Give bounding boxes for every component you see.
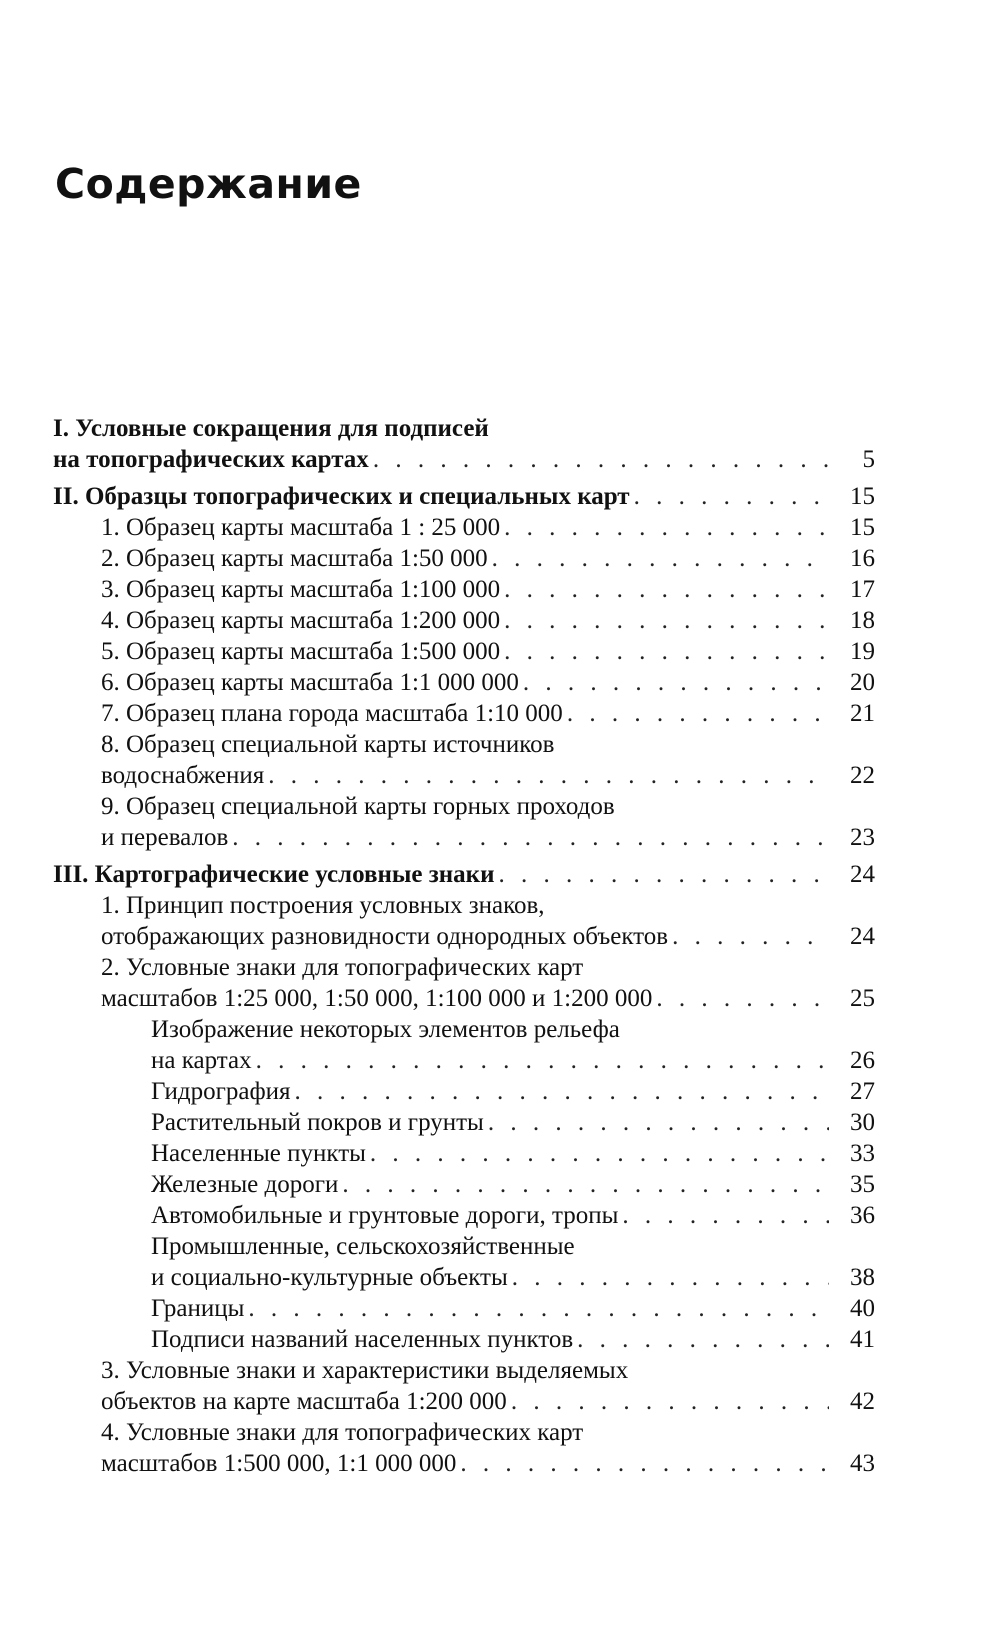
toc-entry-title-line: Растительный покров и грунты xyxy=(151,1109,484,1136)
dot-leader xyxy=(252,1045,829,1076)
dot-leader xyxy=(369,444,829,475)
toc-page-number: 42 xyxy=(850,1388,875,1415)
toc-entry[interactable] xyxy=(53,1107,875,1138)
toc-entry-last-line xyxy=(151,1262,875,1293)
toc-entry[interactable] xyxy=(53,605,875,636)
toc-entry-title-line: Железные дороги xyxy=(151,1171,339,1198)
toc-entry-last-line xyxy=(101,1386,875,1417)
toc-entry[interactable] xyxy=(53,543,875,574)
toc-page-number: 41 xyxy=(850,1326,875,1353)
toc-entry-last-line xyxy=(101,512,875,543)
toc-entry-last-line xyxy=(53,444,875,475)
toc-page-number: 24 xyxy=(850,923,875,950)
toc-entry-title-line: Границы xyxy=(151,1295,245,1322)
toc-part-entry[interactable] xyxy=(53,413,875,475)
toc-entry-last-line xyxy=(151,1045,875,1076)
toc-page-number: 27 xyxy=(850,1078,875,1105)
dot-leader xyxy=(264,760,829,791)
toc-entry-last-line xyxy=(53,481,875,512)
toc-entry-title-line: и перевалов xyxy=(101,824,229,851)
toc-entry[interactable] xyxy=(53,1324,875,1355)
table-of-contents xyxy=(53,413,875,1479)
dot-leader xyxy=(338,1169,829,1200)
dot-leader xyxy=(508,1262,829,1293)
toc-entry-title-line: Населенные пункты xyxy=(151,1140,366,1167)
toc-entry[interactable] xyxy=(53,1417,875,1479)
toc-entry-title-line: 7. Образец плана города масштаба 1:10 000 xyxy=(101,700,563,727)
toc-page-number: 43 xyxy=(850,1450,875,1477)
toc-page-number: 18 xyxy=(850,607,875,634)
toc-entry-last-line xyxy=(101,636,875,667)
toc-entry-title-line: объектов на карте масштаба 1:200 000 xyxy=(101,1388,507,1415)
dot-leader xyxy=(366,1138,829,1169)
toc-page-number: 24 xyxy=(850,861,875,888)
dot-leader xyxy=(668,921,829,952)
toc-page-number: 26 xyxy=(850,1047,875,1074)
toc-entry-last-line xyxy=(151,1076,875,1107)
toc-entry[interactable] xyxy=(53,1138,875,1169)
toc-entry[interactable] xyxy=(53,1014,875,1076)
toc-entry[interactable] xyxy=(53,1200,875,1231)
toc-entry-title-line: 9. Образец специальной карты горных проходов xyxy=(101,793,615,820)
dot-leader xyxy=(563,698,829,729)
dot-leader xyxy=(456,1448,829,1479)
toc-entry[interactable] xyxy=(53,1231,875,1293)
toc-page-number: 35 xyxy=(850,1171,875,1198)
toc-entry-title-line: 2. Образец карты масштаба 1:50 000 xyxy=(101,545,488,572)
toc-entry-last-line xyxy=(151,1324,875,1355)
toc-entry-title-line: на картах xyxy=(151,1047,252,1074)
toc-entry-last-line xyxy=(101,605,875,636)
toc-entry-last-line xyxy=(101,667,875,698)
toc-entry-last-line xyxy=(101,760,875,791)
toc-entry-last-line xyxy=(151,1293,875,1324)
toc-entry-last-line xyxy=(151,1200,875,1231)
toc-entry-title-line: 1. Образец карты масштаба 1 : 25 000 xyxy=(101,514,501,541)
dot-leader xyxy=(630,481,829,512)
toc-entry-title-line: на топографических картах xyxy=(53,446,369,473)
toc-page-number: 36 xyxy=(850,1202,875,1229)
dot-leader xyxy=(244,1293,829,1324)
toc-page-number: 20 xyxy=(850,669,875,696)
toc-entry-last-line xyxy=(101,543,875,574)
dot-leader xyxy=(519,667,829,698)
toc-entry-title-line: 4. Условные знаки для топографических карт xyxy=(101,1419,584,1446)
dot-leader xyxy=(484,1107,829,1138)
toc-page-number: 15 xyxy=(850,483,875,510)
toc-entry-last-line xyxy=(151,1138,875,1169)
toc-entry[interactable] xyxy=(53,890,875,952)
dot-leader xyxy=(652,983,829,1014)
toc-entry-title-line: 5. Образец карты масштаба 1:500 000 xyxy=(101,638,501,665)
toc-entry-title-line: 6. Образец карты масштаба 1:1 000 000 xyxy=(101,669,519,696)
toc-entry-last-line xyxy=(101,921,875,952)
toc-entry-title-line: Промышленные, сельскохозяйственные xyxy=(151,1233,575,1260)
toc-entry-last-line xyxy=(101,1448,875,1479)
dot-leader xyxy=(488,543,829,574)
toc-entry[interactable] xyxy=(53,1169,875,1200)
page-title: Содержание xyxy=(55,160,362,208)
toc-entry[interactable] xyxy=(53,791,875,853)
toc-entry-title-line: отображающих разновидности однородных объектов xyxy=(101,923,669,950)
toc-entry-last-line xyxy=(101,822,875,853)
toc-part-entry[interactable] xyxy=(53,481,875,512)
toc-page-number: 16 xyxy=(850,545,875,572)
toc-entry-last-line xyxy=(101,698,875,729)
dot-leader xyxy=(500,512,829,543)
toc-entry-title-line: 4. Образец карты масштаба 1:200 000 xyxy=(101,607,501,634)
toc-page-number: 25 xyxy=(850,985,875,1012)
toc-entry[interactable] xyxy=(53,952,875,1014)
toc-entry-title-line: 8. Образец специальной карты источников xyxy=(101,731,555,758)
toc-entry-last-line xyxy=(53,859,875,890)
toc-page-number: 23 xyxy=(850,824,875,851)
toc-entry[interactable] xyxy=(53,1293,875,1324)
toc-entry-title-line: масштабов 1:25 000, 1:50 000, 1:100 000 и 1:200 000 xyxy=(101,985,653,1012)
toc-page-number: 21 xyxy=(850,700,875,727)
toc-entry-last-line xyxy=(101,574,875,605)
toc-page-number: 5 xyxy=(862,446,875,473)
toc-entry-last-line xyxy=(101,983,875,1014)
toc-page-number: 17 xyxy=(850,576,875,603)
toc-entry-title-line: Изображение некоторых элементов рельефа xyxy=(151,1016,620,1043)
dot-leader xyxy=(228,822,829,853)
toc-entry-title-line: II. Образцы топографических и специальных карт xyxy=(53,483,630,510)
dot-leader xyxy=(500,574,829,605)
toc-entry-title-line: I. Условные сокращения для подписей xyxy=(53,415,489,442)
toc-entry[interactable] xyxy=(53,1355,875,1417)
toc-page-number: 40 xyxy=(850,1295,875,1322)
toc-page-number: 22 xyxy=(850,762,875,789)
dot-leader xyxy=(573,1324,829,1355)
toc-part-entry[interactable] xyxy=(53,859,875,890)
toc-page-number: 15 xyxy=(850,514,875,541)
toc-entry[interactable] xyxy=(53,667,875,698)
toc-page-number: 30 xyxy=(850,1109,875,1136)
dot-leader xyxy=(291,1076,829,1107)
toc-entry-title-line: 3. Условные знаки и характеристики выделяемых xyxy=(101,1357,629,1384)
dot-leader xyxy=(618,1200,829,1231)
toc-entry[interactable] xyxy=(53,512,875,543)
toc-entry-title-line: III. Картографические условные знаки xyxy=(53,861,495,888)
toc-entry[interactable] xyxy=(53,1076,875,1107)
toc-page-number: 38 xyxy=(850,1264,875,1291)
toc-entry-title-line: 1. Принцип построения условных знаков, xyxy=(101,892,545,919)
toc-entry-title-line: Подписи названий населенных пунктов xyxy=(151,1326,574,1353)
toc-entry[interactable] xyxy=(53,574,875,605)
toc-entry[interactable] xyxy=(53,729,875,791)
toc-page-number: 19 xyxy=(850,638,875,665)
dot-leader xyxy=(500,605,829,636)
dot-leader xyxy=(494,859,829,890)
toc-entry-title-line: и социально-культурные объекты xyxy=(151,1264,508,1291)
dot-leader xyxy=(500,636,829,667)
toc-entry-title-line: водоснабжения xyxy=(101,762,265,789)
toc-entry-title-line: 2. Условные знаки для топографических карт xyxy=(101,954,584,981)
toc-entry-title-line: Гидрография xyxy=(151,1078,291,1105)
toc-entry[interactable] xyxy=(53,636,875,667)
toc-entry-last-line xyxy=(151,1169,875,1200)
toc-entry-last-line xyxy=(151,1107,875,1138)
toc-entry-title-line: 3. Образец карты масштаба 1:100 000 xyxy=(101,576,501,603)
toc-entry-title-line: масштабов 1:500 000, 1:1 000 000 xyxy=(101,1450,457,1477)
toc-entry-title-line: Автомобильные и грунтовые дороги, тропы xyxy=(151,1202,619,1229)
toc-entry[interactable] xyxy=(53,698,875,729)
toc-page-number: 33 xyxy=(850,1140,875,1167)
dot-leader xyxy=(507,1386,829,1417)
